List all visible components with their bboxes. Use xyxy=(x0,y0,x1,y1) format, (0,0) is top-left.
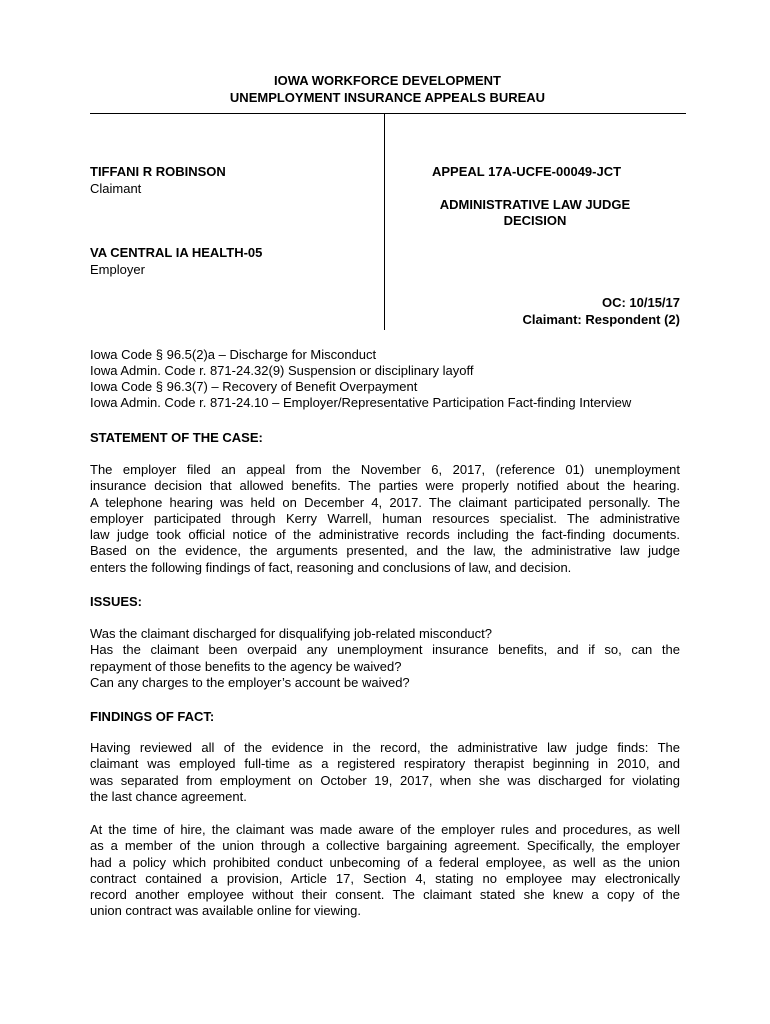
text-line: had a policy which prohibited conduct unbecoming of a federal employee, as well as the union xyxy=(90,854,680,870)
text-line: as a member of the union through a collective bargaining agreement. Specifically, the employer xyxy=(90,838,680,854)
text-line: Having reviewed all of the evidence in the record, the administrative law judge finds: The xyxy=(90,740,680,755)
oc-date: OC: 10/15/17 xyxy=(601,295,680,310)
caption-divider-horizontal xyxy=(90,113,686,114)
bureau-title: UNEMPLOYMENT INSURANCE APPEALS BUREAU xyxy=(229,90,546,105)
appeal-number: APPEAL 17A-UCFE-00049-JCT xyxy=(432,164,622,179)
findings-heading: FINDINGS OF FACT: xyxy=(90,709,215,724)
citation: Iowa Code § 96.3(7) – Recovery of Benefit Overpayment xyxy=(90,379,418,394)
text-line: was separated from employment on October 19, 2017, when she was discharged for violating xyxy=(90,772,680,788)
findings-paragraph-1 xyxy=(90,740,680,805)
text-line: claimant was employed full-time as a registered respiratory therapist beginning in 2010, and xyxy=(90,756,680,772)
text-line: At the time of hire, the claimant was made aware of the employer rules and procedures, as well xyxy=(90,822,680,837)
claimant-name: TIFFANI R ROBINSON xyxy=(90,164,226,179)
statement-paragraph xyxy=(90,462,680,576)
text-line: Has the claimant been overpaid any unemployment insurance benefits, and if so, can the xyxy=(90,642,680,658)
legal-citations xyxy=(90,347,690,411)
text-line: record another employee without their consent. The claimant stated she knew a copy of the xyxy=(90,887,680,903)
caption-divider-vertical xyxy=(384,113,385,330)
text-line: Was the claimant discharged for disqualifying job-related misconduct? xyxy=(90,626,492,641)
decision-title-line2: DECISION xyxy=(503,213,567,228)
citation: Iowa Code § 96.5(2)a – Discharge for Misconduct xyxy=(90,347,377,362)
decision-title-line1: ADMINISTRATIVE LAW JUDGE xyxy=(439,197,631,212)
text-line: A telephone hearing was held on December 4, 2017. The claimant participated personally. The xyxy=(90,494,680,510)
claimant-status: Claimant: Respondent (2) xyxy=(522,312,680,327)
text-line: contract contained a provision, Article 17, Section 4, stating no employee may electronically xyxy=(90,870,680,886)
claimant-label: Claimant xyxy=(90,181,142,196)
text-line: insurance decision that allowed benefits. The parties were properly notified about the hearing. xyxy=(90,478,680,494)
citation: Iowa Admin. Code r. 871-24.32(9) Suspension or disciplinary layoff xyxy=(90,363,474,378)
employer-label: Employer xyxy=(90,262,145,277)
text-line: union contract was available online for viewing. xyxy=(90,903,361,919)
issues-paragraph xyxy=(90,626,680,691)
text-line: employer participated through Kerry Warrell, human resources specialist. The administrative xyxy=(90,510,680,526)
findings-paragraph-2 xyxy=(90,822,680,920)
text-line: Can any charges to the employer’s account be waived? xyxy=(90,674,410,690)
citation: Iowa Admin. Code r. 871-24.10 – Employer/Representative Participation Fact-finding Interview xyxy=(90,395,632,410)
statement-heading: STATEMENT OF THE CASE: xyxy=(90,430,263,445)
text-line: the last chance agreement. xyxy=(90,788,247,804)
text-line: The employer filed an appeal from the November 6, 2017, (reference 01) unemployment xyxy=(90,462,680,477)
text-line: repayment of those benefits to the agency be waived? xyxy=(90,658,402,674)
text-line: enters the following findings of fact, reasoning and conclusions of law, and decision. xyxy=(90,559,572,575)
text-line: Based on the evidence, the arguments presented, and the law, the administrative law judge xyxy=(90,543,680,559)
issues-heading: ISSUES: xyxy=(90,594,143,609)
text-line: law judge took official notice of the administrative records including the fact-finding documents. xyxy=(90,527,680,543)
agency-title: IOWA WORKFORCE DEVELOPMENT xyxy=(273,73,502,88)
employer-name: VA CENTRAL IA HEALTH-05 xyxy=(90,245,263,260)
